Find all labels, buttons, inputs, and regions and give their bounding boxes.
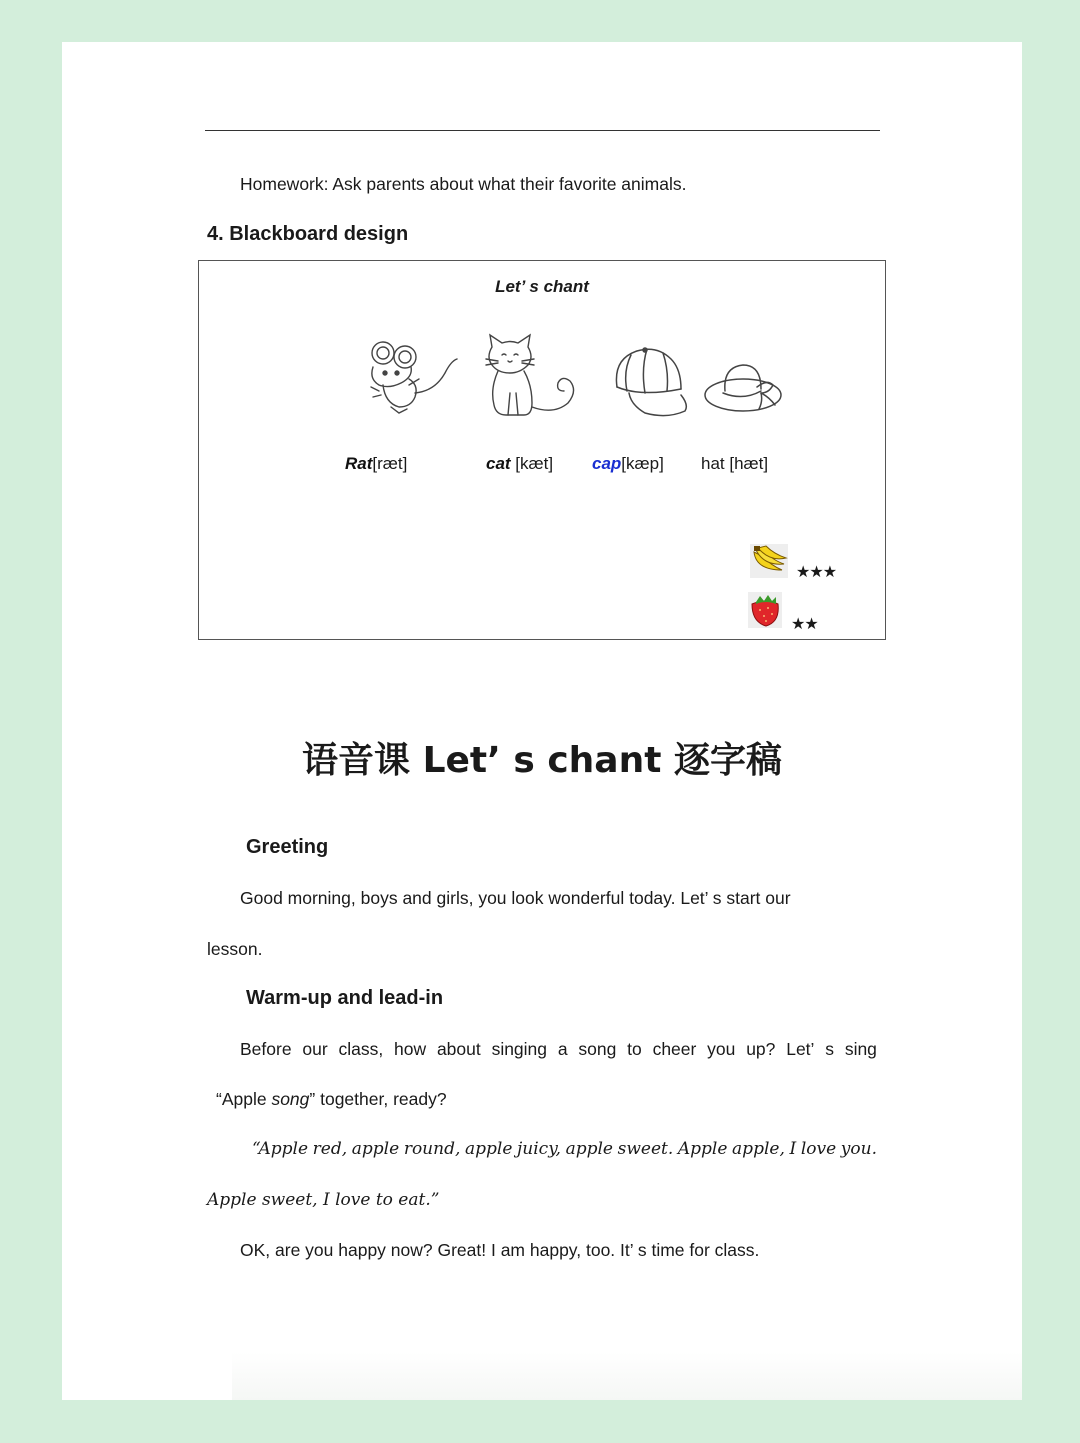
section-heading-blackboard: 4. Blackboard design <box>207 223 409 245</box>
cat-icon <box>484 333 584 421</box>
reward-stars-2: ★★ <box>791 616 818 633</box>
reward-stars-3: ★★★ <box>796 564 837 581</box>
strawberry-icon <box>748 592 782 628</box>
word-cat-text: cat <box>486 454 511 473</box>
word: sweet. <box>617 1139 674 1159</box>
word: cheer <box>652 1039 697 1059</box>
word: to <box>627 1039 642 1059</box>
homework-text: Homework: Ask parents about what their favorite animals. <box>240 174 687 194</box>
song-word: song <box>271 1089 310 1109</box>
word-hat <box>701 454 768 474</box>
word: apple, <box>732 1139 785 1159</box>
greeting-line2: lesson. <box>207 939 263 959</box>
word: Let’ <box>786 1039 815 1059</box>
word-rat-ipa: [ræt] <box>372 454 408 473</box>
word: round, <box>403 1139 461 1159</box>
greeting-heading: Greeting <box>246 836 329 858</box>
word-hat-ipa: [hæt] <box>724 454 769 473</box>
word: apple <box>351 1139 400 1159</box>
lyric-line1 <box>252 1139 877 1159</box>
hat-icon <box>703 361 783 419</box>
lyric-line2: Apple sweet, I love to eat.” <box>207 1190 440 1210</box>
word: I <box>789 1139 797 1159</box>
word: apple <box>464 1139 513 1159</box>
cap-icon <box>611 345 691 421</box>
word: Before <box>240 1039 292 1059</box>
banana-icon <box>750 544 788 578</box>
song-quote-rest: ” together, ready? <box>309 1089 447 1109</box>
word: sing <box>844 1039 877 1059</box>
word: “Apple <box>252 1139 309 1159</box>
header-rule <box>205 130 880 131</box>
word: red, <box>312 1139 348 1159</box>
word: a <box>557 1039 568 1059</box>
document-page <box>62 42 1022 1400</box>
word-cat <box>486 454 553 474</box>
word: about <box>436 1039 481 1059</box>
word-cap-ipa: [kæp] <box>621 454 664 473</box>
word-cat-ipa: [kæt] <box>510 454 554 473</box>
word: singing <box>491 1039 548 1059</box>
word: juicy, <box>517 1139 561 1159</box>
word: love <box>800 1139 837 1159</box>
warmup-heading: Warm-up and lead-in <box>246 987 444 1009</box>
word: Apple <box>677 1139 728 1159</box>
page-title: 语音课 Let’ s chant 逐字稿 <box>302 740 782 781</box>
warmup-ok-line: OK, are you happy now? Great! I am happy, too. It’ s time for class. <box>240 1240 760 1260</box>
word-cap-text: cap <box>592 454 622 473</box>
word: our <box>302 1039 328 1059</box>
word-rat <box>345 454 407 474</box>
greeting-line1: Good morning, boys and girls, you look wonderful today. Let’ s start our <box>240 888 791 908</box>
song-quote-open: “Apple <box>216 1089 272 1109</box>
blackboard-box <box>198 260 886 640</box>
word: how <box>394 1039 427 1059</box>
word: you <box>707 1039 736 1059</box>
word: you. <box>840 1139 877 1159</box>
word: apple <box>565 1139 613 1159</box>
warmup-line2 <box>216 1089 447 1110</box>
word: up? <box>746 1039 776 1059</box>
rat-icon <box>359 333 459 415</box>
bottom-fade <box>232 1352 1022 1400</box>
word: song <box>578 1039 617 1059</box>
board-title: Let’ s chant <box>495 277 589 296</box>
word: s <box>825 1039 834 1059</box>
word: class, <box>338 1039 384 1059</box>
word-cap <box>592 454 664 474</box>
word-rat-text: Rat <box>345 454 373 473</box>
warmup-line1 <box>240 1039 877 1060</box>
word-hat-text: hat <box>701 454 725 473</box>
